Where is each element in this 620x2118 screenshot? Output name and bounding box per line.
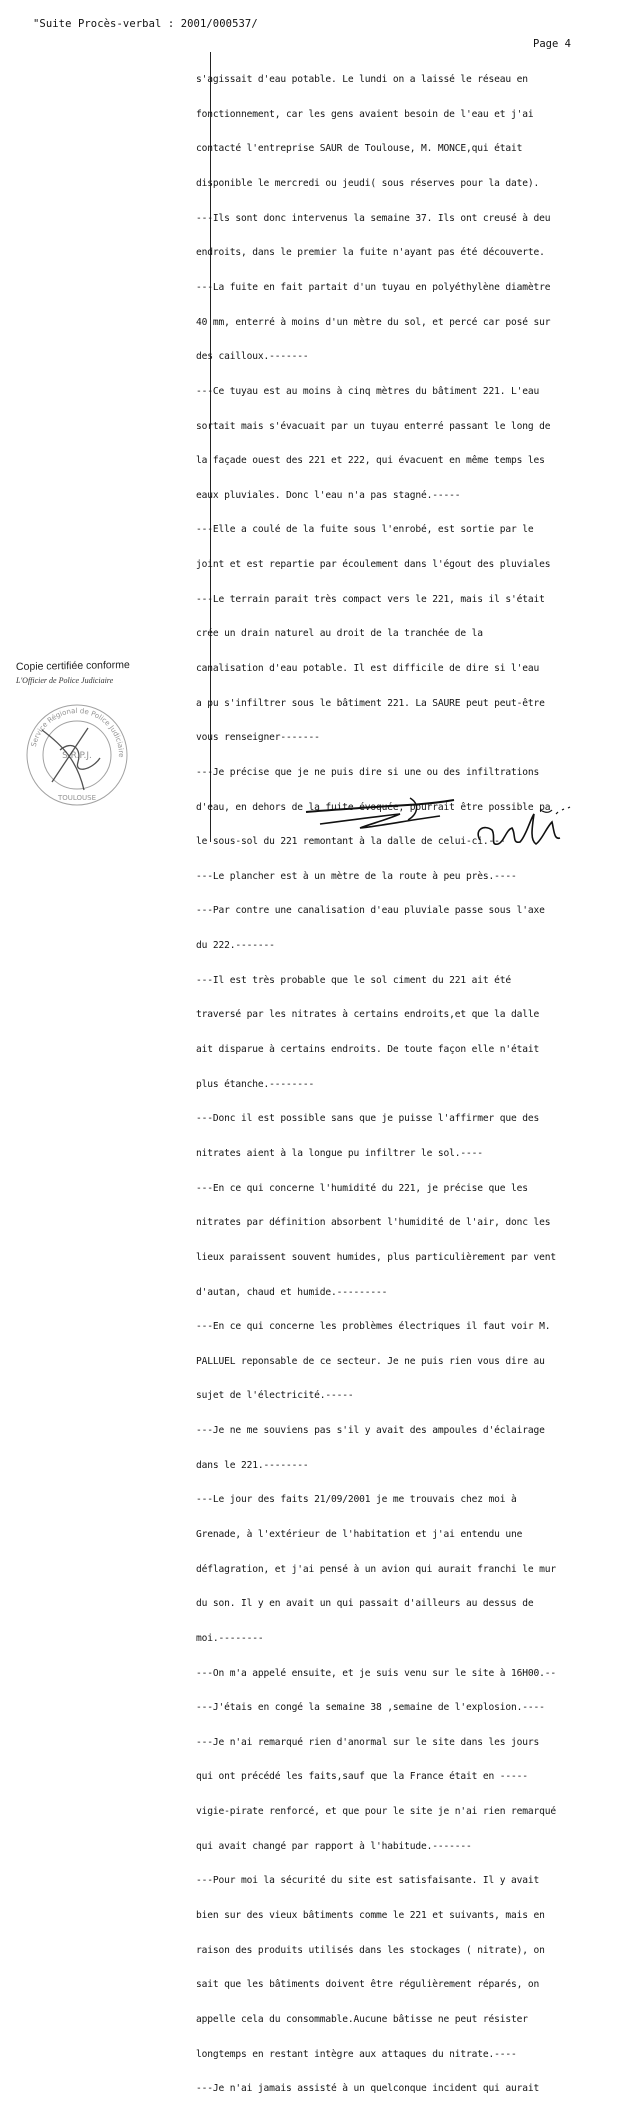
body-line: ait disparue à certains endroits. De toute façon elle n'était xyxy=(196,1044,540,1056)
body-line: raison des produits utilisés dans les stockages ( nitrate), on xyxy=(196,1944,545,1956)
body-line: crée un drain naturel au droit de la tranchée de la xyxy=(196,628,483,640)
body-line: nitrates par définition absorbent l'humidité de l'air, donc les xyxy=(196,1217,551,1229)
body-line: ---J'étais en congé la semaine 38 ,semaine de l'explosion.---- xyxy=(196,1702,545,1714)
body-line: d'autan, chaud et humide.--------- xyxy=(196,1286,388,1298)
body-line: eaux pluviales. Donc l'eau n'a pas stagné.----- xyxy=(196,489,461,501)
body-line: ---Par contre une canalisation d'eau pluviale passe sous l'axe xyxy=(196,905,545,917)
body-line: s'agissait d'eau potable. Le lundi on a laissé le réseau en xyxy=(196,74,528,86)
body-line: qui ont précédé les faits,sauf que la France était en ----- xyxy=(196,1771,528,1783)
svg-text:Service Régional de Police Jud: Service Régional de Police Judiciaire xyxy=(29,706,126,758)
body-line: vous renseigner------- xyxy=(196,732,320,744)
body-line: 40 mm, enterré à moins d'un mètre du sol, et percé car posé sur xyxy=(196,316,551,328)
official-stamp xyxy=(22,700,132,810)
document-reference: "Suite Procès-verbal : 2001/000537/ xyxy=(33,18,258,30)
signature-declarant xyxy=(300,790,460,850)
body-line: ---En ce qui concerne les problèmes électriques il faut voir M. xyxy=(196,1321,551,1333)
body-line: déflagration, et j'ai pensé à un avion qui aurait franchi le mur xyxy=(196,1563,557,1575)
body-line: moi.-------- xyxy=(196,1632,264,1644)
body-line: qui avait changé par rapport à l'habitude.------- xyxy=(196,1840,472,1852)
body-line: du 222.------- xyxy=(196,940,275,952)
body-line: vigie-pirate renforcé, et que pour le site je n'ai rien remarqué xyxy=(196,1806,557,1818)
body-line: ---Le terrain parait très compact vers le 221, mais il s'était xyxy=(196,593,545,605)
svg-text:TOULOUSE: TOULOUSE xyxy=(57,794,97,802)
body-line: disponible le mercredi ou jeudi( sous réserves pour la date). xyxy=(196,178,540,190)
body-line: fonctionnement, car les gens avaient besoin de l'eau et j'ai xyxy=(196,108,534,120)
body-line: ---On m'a appelé ensuite, et je suis venu sur le site à 16H00.-- xyxy=(196,1667,557,1679)
body-line: canalisation d'eau potable. Il est difficile de dire si l'eau xyxy=(196,662,540,674)
body-line: ---Le plancher est à un mètre de la route à peu près.---- xyxy=(196,870,517,882)
body-line: ---La fuite en fait partait d'un tuyau en polyéthylène diamètre xyxy=(196,281,551,293)
body-line: d'eau, en dehors de la fuite évoquée, pourrait être possible pa xyxy=(196,801,551,813)
page-number: Page 4 xyxy=(533,38,571,50)
body-line: sortait mais s'évacuait par un tuyau enterré passant le long de xyxy=(196,420,551,432)
body-line: sait que les bâtiments doivent être régulièrement réparés, on xyxy=(196,1979,540,1991)
body-line: la façade ouest des 221 et 222, qui évacuent en même temps les xyxy=(196,455,545,467)
body-line: ---Elle a coulé de la fuite sous l'enrobé, est sortie par le xyxy=(196,524,534,536)
body-line: bien sur des vieux bâtiments comme le 221 et suivants, mais en xyxy=(196,1910,545,1922)
body-line: joint et est repartie par écoulement dans l'égout des pluviales xyxy=(196,559,551,571)
certification-subtitle: L'Officier de Police Judiciaire xyxy=(16,676,114,685)
body-line: traversé par les nitrates à certains endroits,et que la dalle xyxy=(196,1009,540,1021)
body-line: ---Je ne me souviens pas s'il y avait des ampoules d'éclairage xyxy=(196,1425,545,1437)
body-line: ---Pour moi la sécurité du site est satisfaisante. Il y avait xyxy=(196,1875,540,1887)
body-line: ---Donc il est possible sans que je puisse l'affirmer que des xyxy=(196,1113,540,1125)
body-line: des cailloux.------- xyxy=(196,351,309,363)
svg-text:S.R.P.J.: S.R.P.J. xyxy=(62,751,92,761)
body-line: nitrates aient à la longue pu infiltrer le sol.---- xyxy=(196,1147,483,1159)
body-line: le sous-sol du 221 remontant à la dalle de celui-ci.--- xyxy=(196,836,506,848)
body-line: PALLUEL reponsable de ce secteur. Je ne puis rien vous dire au xyxy=(196,1355,545,1367)
certification-title: Copie certifiée conforme xyxy=(15,659,130,673)
body-line: dans le 221.-------- xyxy=(196,1459,309,1471)
body-line: plus étanche.-------- xyxy=(196,1078,315,1090)
body-line: Grenade, à l'extérieur de l'habitation et j'ai entendu une xyxy=(196,1529,523,1540)
body-line: endroits, dans le premier la fuite n'ayant pas été découverte. xyxy=(196,247,545,259)
body-line: ---Il est très probable que le sol ciment du 221 ait été xyxy=(196,974,512,986)
body-line: ---Je précise que je ne puis dire si une ou des infiltrations xyxy=(196,766,540,778)
body-line: lieux paraissent souvent humides, plus particulièrement par vent xyxy=(196,1251,557,1263)
signature-officer xyxy=(470,800,580,860)
body-line: appelle cela du consommable.Aucune bâtisse ne peut résister xyxy=(196,2013,528,2025)
body-line: ---Je n'ai jamais assisté à un quelconque incident qui aurait xyxy=(196,2083,540,2095)
body-line: longtemps en restant intègre aux attaques du nitrate.---- xyxy=(196,2048,517,2060)
body-line: du son. Il y en avait un qui passait d'ailleurs au dessus de xyxy=(196,1598,534,1610)
body-line: ---Ils sont donc intervenus la semaine 37. Ils ont creusé à deu xyxy=(196,212,551,224)
body-line: contacté l'entreprise SAUR de Toulouse, M. MONCE,qui était xyxy=(196,143,523,155)
body-line: sujet de l'électricité.----- xyxy=(196,1390,354,1402)
body-line: ---Je n'ai remarqué rien d'anormal sur le site dans les jours xyxy=(196,1736,540,1748)
body-line: ---Le jour des faits 21/09/2001 je me trouvais chez moi à xyxy=(196,1494,517,1506)
body-line: ---En ce qui concerne l'humidité du 221, je précise que les xyxy=(196,1182,528,1194)
body-line: ---Ce tuyau est au moins à cinq mètres du bâtiment 221. L'eau xyxy=(196,385,540,397)
statement-body xyxy=(196,51,616,2118)
body-line: a pu s'infiltrer sous le bâtiment 221. La SAURE peut peut-être xyxy=(196,697,545,709)
